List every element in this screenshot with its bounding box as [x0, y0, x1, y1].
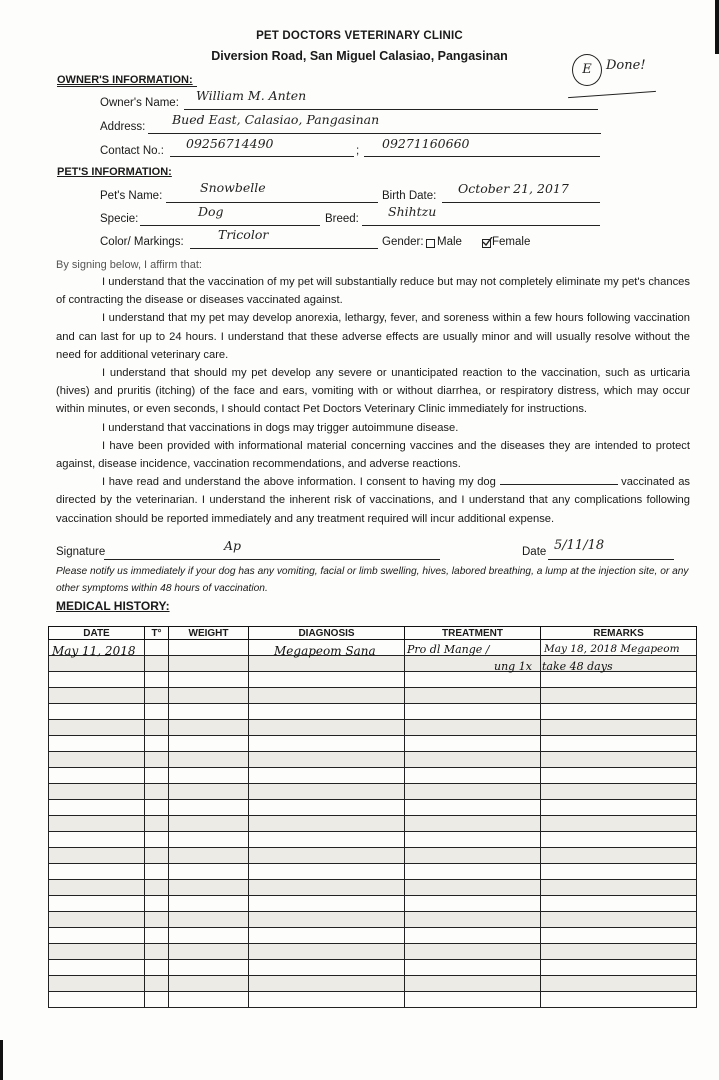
- table-cell: [145, 880, 169, 896]
- table-cell: [541, 736, 697, 752]
- contact-separator: ;: [356, 145, 360, 157]
- corner-circle-mark: E: [572, 54, 602, 86]
- table-row: [49, 912, 697, 928]
- table-cell: [405, 720, 541, 736]
- table-cell: [541, 880, 697, 896]
- table-cell: [249, 928, 405, 944]
- table-cell: [49, 816, 145, 832]
- table-cell: [145, 992, 169, 1008]
- contact-value-2: 09271160660: [382, 136, 470, 151]
- table-cell: [541, 800, 697, 816]
- table-cell: [49, 880, 145, 896]
- table-cell: [49, 672, 145, 688]
- table-row: [49, 832, 697, 848]
- table-cell: [49, 864, 145, 880]
- table-cell: [405, 704, 541, 720]
- table-row: [49, 864, 697, 880]
- contact-value-1: 09256714490: [186, 136, 274, 151]
- corner-note: Done!: [606, 58, 646, 73]
- table-row: [49, 816, 697, 832]
- table-cell: [145, 640, 169, 656]
- table-cell: [169, 928, 249, 944]
- female-label: Female: [492, 236, 531, 248]
- table-cell: [169, 768, 249, 784]
- clinic-name: PET DOCTORS VETERINARY CLINIC: [256, 30, 463, 42]
- table-cell: [405, 960, 541, 976]
- table-cell: [249, 992, 405, 1008]
- owner-name-value: William M. Anten: [196, 88, 307, 103]
- table-cell: [49, 768, 145, 784]
- table-row: [49, 704, 697, 720]
- owner-section-title: OWNER'S INFORMATION:: [57, 74, 193, 86]
- table-cell: [169, 976, 249, 992]
- table-cell: [145, 832, 169, 848]
- table-cell: [145, 752, 169, 768]
- table-cell: [541, 992, 697, 1008]
- table-cell: [169, 848, 249, 864]
- table-cell: [405, 992, 541, 1008]
- table-cell: [145, 912, 169, 928]
- table-cell: [49, 704, 145, 720]
- table-cell: [169, 720, 249, 736]
- gender-label: Gender:: [382, 236, 424, 248]
- table-cell: [541, 816, 697, 832]
- table-row: [49, 752, 697, 768]
- table-cell: [145, 656, 169, 672]
- table-cell: [249, 944, 405, 960]
- table-cell: [249, 720, 405, 736]
- table-cell: [169, 832, 249, 848]
- male-label: Male: [437, 236, 462, 248]
- table-cell: [541, 752, 697, 768]
- table-row: [49, 720, 697, 736]
- entry-treatment-1: Pro dl Mange /: [407, 643, 490, 656]
- table-cell: [541, 864, 697, 880]
- table-cell: [541, 896, 697, 912]
- entry-date: May 11, 2018: [52, 644, 136, 658]
- species-label: Specie:: [100, 213, 139, 225]
- table-cell: [49, 784, 145, 800]
- table-cell: [249, 912, 405, 928]
- table-cell: [541, 928, 697, 944]
- table-cell: [145, 784, 169, 800]
- table-cell: [145, 976, 169, 992]
- table-cell: [249, 672, 405, 688]
- table-cell: [249, 976, 405, 992]
- entry-remarks-2: take 48 days: [542, 660, 613, 673]
- dog-blank: [500, 473, 618, 485]
- owner-heading-line: [57, 72, 197, 87]
- col-weight: WEIGHT: [169, 627, 249, 640]
- table-cell: [249, 704, 405, 720]
- table-row: [49, 928, 697, 944]
- table-cell: [49, 928, 145, 944]
- contact-label: Contact No.:: [100, 145, 164, 157]
- table-cell: [169, 864, 249, 880]
- entry-remarks-1: May 18, 2018 Megapeom: [544, 643, 680, 655]
- table-cell: [145, 896, 169, 912]
- table-cell: [49, 896, 145, 912]
- col-remarks: REMARKS: [541, 627, 697, 640]
- table-cell: [541, 976, 697, 992]
- table-cell: [145, 736, 169, 752]
- table-cell: [169, 944, 249, 960]
- table-cell: [169, 672, 249, 688]
- table-cell: [405, 800, 541, 816]
- table-cell: [49, 720, 145, 736]
- table-cell: [405, 784, 541, 800]
- species-line: [140, 210, 320, 226]
- address-value: Bued East, Calasiao, Pangasinan: [172, 112, 380, 127]
- table-cell: [145, 848, 169, 864]
- table-cell: [405, 688, 541, 704]
- consent-intro: By signing below, I affirm that:: [56, 259, 202, 271]
- consent-p1: I understand that the vaccination of my pet will substantially reduce but may not completely eliminate my pet's chances of contracting the disease or diseases vaccinated against.: [56, 276, 690, 307]
- consent-p4: I understand that vaccinations in dogs may trigger autoimmune disease.: [102, 421, 459, 434]
- table-cell: [49, 800, 145, 816]
- table-cell: [405, 864, 541, 880]
- consent-p3: I understand that should my pet develop any severe or unanticipated reaction to the vaccination, such as urticaria (hives) and pruritis (itching) of the face and ears, vomiting with or without diarrhea, or respiratory distress, which may occur within minutes, or even seconds, I should contact Pet Doctors Veterinary Clinic immediately for instructions.: [56, 367, 690, 416]
- table-cell: [541, 944, 697, 960]
- table-cell: [405, 672, 541, 688]
- table-cell: [169, 896, 249, 912]
- table-row: [49, 992, 697, 1008]
- consent-p2: I understand that my pet may develop anorexia, lethargy, fever, and soreness within a few hours following vaccination and can last for up to 24 hours. I understand that these adverse effects are usually minor and will usually resolve without the need for additional veterinary care.: [56, 312, 690, 361]
- table-cell: [541, 688, 697, 704]
- table-row: [49, 976, 697, 992]
- table-cell: [49, 912, 145, 928]
- col-diagnosis: DIAGNOSIS: [249, 627, 405, 640]
- table-cell: [405, 832, 541, 848]
- table-cell: [405, 736, 541, 752]
- col-temp: T°: [145, 627, 169, 640]
- pet-name-label: Pet's Name:: [100, 190, 163, 202]
- birth-date-value: October 21, 2017: [458, 181, 569, 196]
- clinic-address: Diversion Road, San Miguel Calasiao, Pangasinan: [211, 49, 508, 63]
- table-cell: [541, 912, 697, 928]
- table-cell: [169, 688, 249, 704]
- color-markings-label: Color/ Markings:: [100, 236, 184, 248]
- signature-label: Signature: [56, 546, 106, 558]
- table-cell: [541, 768, 697, 784]
- table-cell: [405, 896, 541, 912]
- table-row: [49, 736, 697, 752]
- consent-paragraphs: [56, 273, 690, 528]
- date-value: 5/11/18: [554, 538, 605, 553]
- table-cell: [249, 768, 405, 784]
- table-cell: [405, 848, 541, 864]
- date-label: Date: [522, 546, 547, 558]
- signature-line: [104, 544, 440, 560]
- table-cell: [145, 928, 169, 944]
- table-cell: [145, 960, 169, 976]
- table-cell: [169, 656, 249, 672]
- table-cell: [169, 880, 249, 896]
- medical-history-rows: [49, 640, 697, 1008]
- table-cell: [405, 752, 541, 768]
- male-checkbox[interactable]: [426, 239, 435, 248]
- table-row: [49, 848, 697, 864]
- table-cell: [49, 976, 145, 992]
- table-row: [49, 672, 697, 688]
- table-cell: [169, 752, 249, 768]
- table-cell: [49, 736, 145, 752]
- table-cell: [145, 672, 169, 688]
- table-cell: [405, 816, 541, 832]
- table-cell: [145, 688, 169, 704]
- table-cell: [145, 944, 169, 960]
- consent-p6: [56, 473, 690, 528]
- table-cell: [169, 816, 249, 832]
- table-cell: [169, 800, 249, 816]
- table-cell: [145, 864, 169, 880]
- medical-history-table: [48, 626, 697, 1008]
- table-cell: [249, 848, 405, 864]
- table-cell: [249, 800, 405, 816]
- left-margin-bar: [0, 1040, 3, 1080]
- table-cell: [249, 752, 405, 768]
- table-cell: [405, 976, 541, 992]
- table-cell: [541, 720, 697, 736]
- consent-p6b: vaccinated as directed by the veterinarian. I understand the inherent risk of vaccinations, and I understand that any complications following vaccination should be reported immediately and any treatment required will incur additional expense.: [56, 476, 691, 525]
- table-cell: [541, 848, 697, 864]
- table-cell: [169, 992, 249, 1008]
- table-row: [49, 896, 697, 912]
- table-cell: [249, 864, 405, 880]
- female-checkbox[interactable]: [482, 239, 491, 248]
- table-cell: [169, 912, 249, 928]
- table-row: [49, 800, 697, 816]
- table-cell: [249, 688, 405, 704]
- table-cell: [169, 960, 249, 976]
- table-cell: [49, 752, 145, 768]
- table-cell: [49, 992, 145, 1008]
- table-cell: [145, 720, 169, 736]
- table-cell: [249, 896, 405, 912]
- breed-label: Breed:: [325, 213, 359, 225]
- notice-text: Please notify us immediately if your dog has any vomiting, facial or limb swelling, hives, labored breathing, a lump at the injection site, or any other symptoms within 48 hours of vaccination.: [56, 566, 689, 594]
- table-row: [49, 784, 697, 800]
- pet-name-line: [166, 187, 378, 203]
- table-row: [49, 960, 697, 976]
- table-cell: [249, 816, 405, 832]
- entry-diagnosis: Megapeom Sana: [274, 644, 376, 658]
- table-cell: [541, 784, 697, 800]
- table-cell: [405, 768, 541, 784]
- entry-treatment-2: ung 1x: [494, 660, 532, 673]
- medical-section-title: MEDICAL HISTORY:: [56, 599, 170, 613]
- col-treatment: TREATMENT: [405, 627, 541, 640]
- table-cell: [541, 832, 697, 848]
- table-cell: [49, 848, 145, 864]
- table-cell: [145, 800, 169, 816]
- table-cell: [249, 880, 405, 896]
- table-row: [49, 688, 697, 704]
- table-cell: [49, 960, 145, 976]
- table-cell: [405, 928, 541, 944]
- color-markings-value: Tricolor: [218, 227, 269, 242]
- col-date: DATE: [49, 627, 145, 640]
- table-row: [49, 880, 697, 896]
- consent-p6a: I have read and understand the above information. I consent to having my dog: [102, 476, 496, 489]
- table-cell: [145, 816, 169, 832]
- table-cell: [541, 960, 697, 976]
- table-cell: [49, 832, 145, 848]
- species-value: Dog: [198, 204, 224, 219]
- address-label: Address:: [100, 121, 146, 133]
- pet-name-value: Snowbelle: [200, 180, 266, 195]
- table-cell: [145, 768, 169, 784]
- table-cell: [49, 944, 145, 960]
- table-cell: [249, 832, 405, 848]
- table-cell: [169, 640, 249, 656]
- table-cell: [405, 912, 541, 928]
- table-row: [49, 768, 697, 784]
- right-margin-bar: [715, 0, 719, 54]
- table-cell: [169, 736, 249, 752]
- pet-section-title: PET'S INFORMATION:: [57, 166, 172, 178]
- signature-value: Ap: [224, 538, 242, 553]
- breed-value: Shihtzu: [388, 204, 437, 219]
- table-cell: [169, 784, 249, 800]
- table-cell: [405, 880, 541, 896]
- table-cell: [49, 688, 145, 704]
- birth-date-label: Birth Date:: [382, 190, 437, 202]
- table-cell: [169, 704, 249, 720]
- table-cell: [249, 784, 405, 800]
- table-cell: [541, 704, 697, 720]
- table-cell: [405, 944, 541, 960]
- owner-name-label: Owner's Name:: [100, 97, 179, 109]
- table-cell: [541, 672, 697, 688]
- table-cell: [145, 704, 169, 720]
- table-row: [49, 944, 697, 960]
- table-cell: [249, 960, 405, 976]
- consent-p5: I have been provided with informational material concerning vaccines and the diseases they are intended to protect against, disease incidence, vaccination recommendations, and adverse reactions.: [56, 439, 690, 471]
- table-cell: [249, 736, 405, 752]
